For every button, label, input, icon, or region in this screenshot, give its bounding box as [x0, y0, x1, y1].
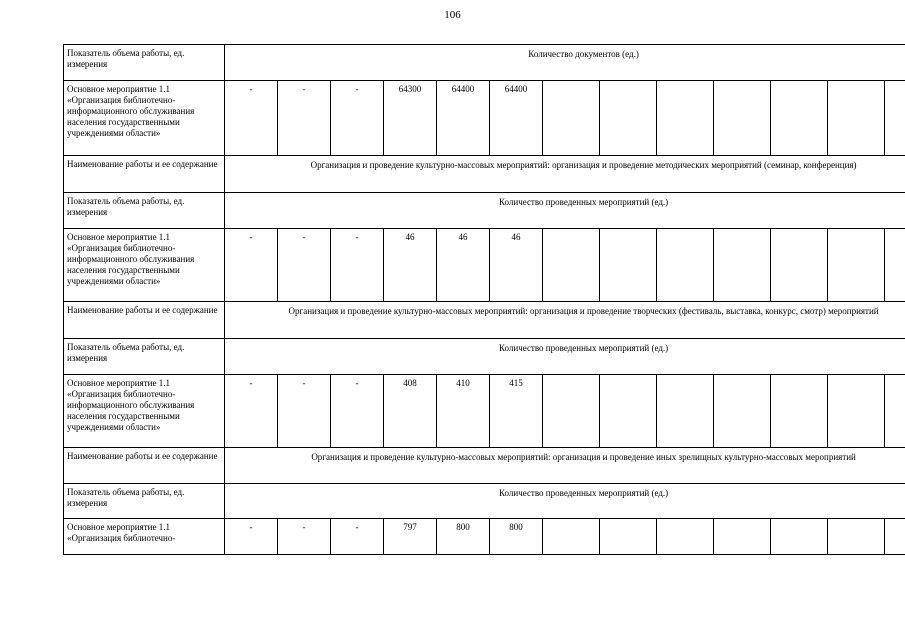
value-cell — [828, 375, 885, 448]
value-cell — [714, 229, 771, 302]
value-cell — [771, 81, 828, 156]
work-name-label: Наименование работы и ее содержание — [64, 302, 225, 339]
activity-row — [64, 375, 905, 448]
activity-label: Основное мероприятие 1.1 «Организация библиотечно-информационного обслуживания населения государственными учреждениями области» — [64, 229, 225, 302]
value-cell: 64400 — [437, 81, 490, 156]
value-cell: 797 — [384, 519, 437, 555]
value-cell — [828, 519, 885, 555]
indicator-value: Количество проведенных мероприятий (ед.) — [225, 339, 905, 375]
value-cell — [771, 375, 828, 448]
work-content: Организация и проведение культурно-массовых мероприятий: организация и проведение творческих (фестиваль, выставка, конкурс, смотр) мероприятий — [225, 302, 905, 339]
value-cell: - — [278, 81, 331, 156]
work-content: Организация и проведение культурно-массовых мероприятий: организация и проведение методических мероприятий (семинар, конференция) — [225, 156, 905, 193]
indicator-label: Показатель объема работы, ед. измерения — [64, 484, 225, 519]
indicator-row — [64, 484, 905, 519]
value-cell — [714, 519, 771, 555]
value-cell — [543, 229, 600, 302]
state-program-table — [63, 44, 905, 555]
value-cell: 64400 — [490, 81, 543, 156]
indicator-value: Количество документов (ед.) — [225, 45, 905, 81]
value-cell: - — [331, 81, 384, 156]
indicator-value: Количество проведенных мероприятий (ед.) — [225, 484, 905, 519]
value-cell — [543, 375, 600, 448]
value-cell — [657, 229, 714, 302]
value-cell — [657, 81, 714, 156]
value-cell — [885, 375, 905, 448]
value-cell — [771, 519, 828, 555]
value-cell — [600, 229, 657, 302]
activity-row — [64, 519, 905, 555]
indicator-label: Показатель объема работы, ед. измерения — [64, 193, 225, 229]
value-cell: 46 — [490, 229, 543, 302]
value-cell — [543, 81, 600, 156]
value-cell: - — [225, 375, 278, 448]
value-cell: 800 — [490, 519, 543, 555]
value-cell: - — [225, 519, 278, 555]
value-cell: 46 — [437, 229, 490, 302]
value-cell: - — [278, 375, 331, 448]
value-cell — [543, 519, 600, 555]
value-cell — [885, 229, 905, 302]
activity-row — [64, 229, 905, 302]
value-cell — [657, 519, 714, 555]
value-cell — [714, 375, 771, 448]
value-cell — [600, 519, 657, 555]
value-cell: 410 — [437, 375, 490, 448]
value-cell — [600, 81, 657, 156]
activity-label: Основное мероприятие 1.1 «Организация библиотечно-информационного обслуживания населения государственными учреждениями области» — [64, 81, 225, 156]
value-cell: 800 — [437, 519, 490, 555]
work-name-row — [64, 448, 905, 484]
value-cell — [714, 81, 771, 156]
value-cell: - — [278, 229, 331, 302]
value-cell — [885, 81, 905, 156]
work-name-row — [64, 156, 905, 193]
activity-label: Основное мероприятие 1.1 «Организация библиотечно-информационного обслуживания населения государственными учреждениями области» — [64, 375, 225, 448]
work-name-label: Наименование работы и ее содержание — [64, 156, 225, 193]
value-cell: - — [278, 519, 331, 555]
value-cell — [828, 229, 885, 302]
value-cell: 408 — [384, 375, 437, 448]
value-cell — [657, 375, 714, 448]
indicator-row — [64, 193, 905, 229]
value-cell: - — [225, 229, 278, 302]
page-number: 106 — [444, 9, 461, 21]
value-cell: 46 — [384, 229, 437, 302]
value-cell: 415 — [490, 375, 543, 448]
value-cell: - — [331, 229, 384, 302]
activity-row — [64, 81, 905, 156]
value-cell: - — [331, 519, 384, 555]
value-cell: - — [331, 375, 384, 448]
activity-label: Основное мероприятие 1.1 «Организация библиотечно- — [64, 519, 225, 555]
indicator-value: Количество проведенных мероприятий (ед.) — [225, 193, 905, 229]
indicator-label: Показатель объема работы, ед. измерения — [64, 339, 225, 375]
value-cell — [771, 229, 828, 302]
value-cell: - — [225, 81, 278, 156]
value-cell — [885, 519, 905, 555]
indicator-row — [64, 339, 905, 375]
value-cell — [828, 81, 885, 156]
indicator-row — [64, 45, 905, 81]
work-content: Организация и проведение культурно-массовых мероприятий: организация и проведение иных зрелищных культурно-массовых мероприятий — [225, 448, 905, 484]
work-name-row — [64, 302, 905, 339]
value-cell — [600, 375, 657, 448]
work-name-label: Наименование работы и ее содержание — [64, 448, 225, 484]
indicator-label: Показатель объема работы, ед. измерения — [64, 45, 225, 81]
value-cell: 64300 — [384, 81, 437, 156]
